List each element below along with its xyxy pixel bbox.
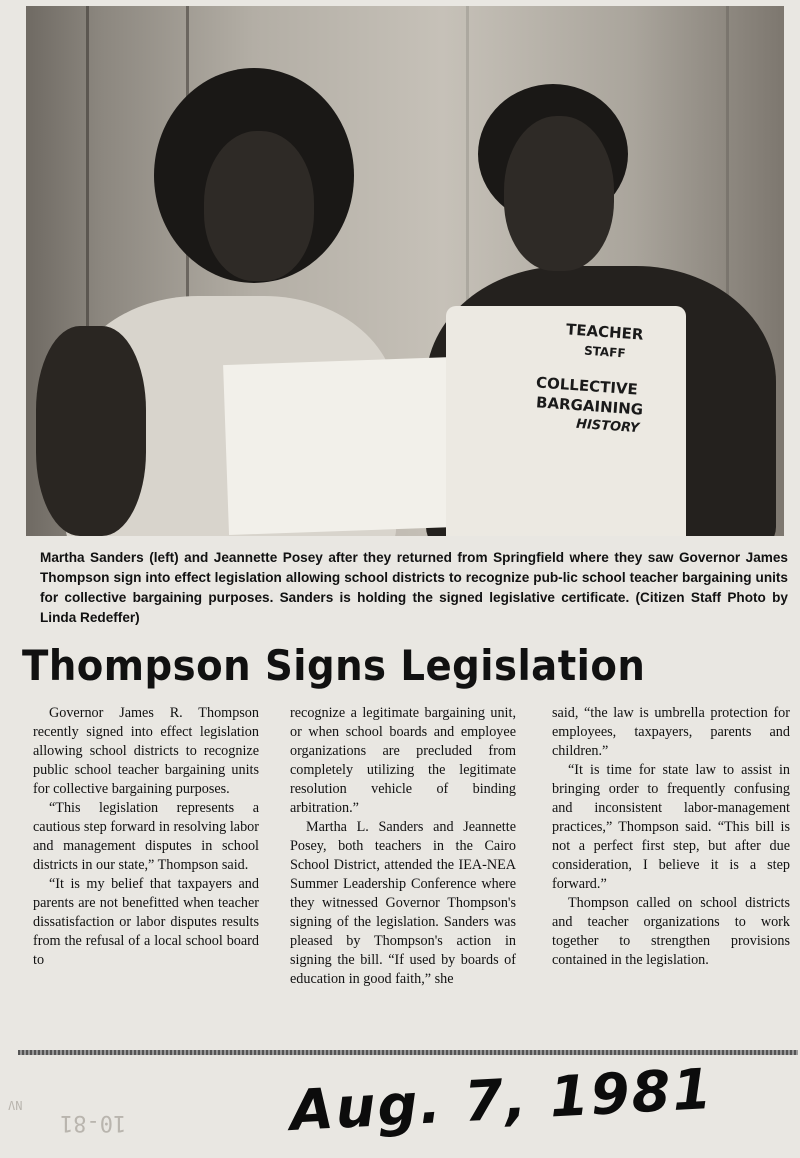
headline: Thompson Signs Legislation <box>22 641 646 690</box>
paragraph: Thompson called on school districts and teacher organizations to work together to strengthen provisions contained in the legislation. <box>552 895 790 968</box>
article-column-3 <box>552 704 790 970</box>
paragraph: said, “the law is umbrella protection for employees, taxpayers, parents and children.” <box>552 705 790 759</box>
paragraph: Martha L. Sanders and Jeannette Posey, both teachers in the Cairo School District, attended the IEA-NEA Summer Leadership Conference where they witnessed Governor Thompson's signing of the legislation. Sanders was pleased by Thompson's action in signing the bill. “If used by boards of education in good faith,” she <box>290 819 516 987</box>
article-column-1 <box>33 704 259 970</box>
news-photo <box>26 6 784 536</box>
paragraph: recognize a legitimate bargaining unit, or when school boards and employee organizations are precluded from completely utilizing the legitimate resolution vehicle of binding arbitration.” <box>290 705 516 816</box>
divider <box>18 1050 798 1055</box>
archive-stamp: 10-81 <box>60 1110 127 1135</box>
archive-stamp-small: NV <box>8 1098 23 1112</box>
paragraph: “It is my belief that taxpayers and parents are not benefitted when teacher dissatisfaction or labor disputes results from the refusal of a local school board to <box>33 876 259 968</box>
article-column-2 <box>290 704 516 989</box>
photo-caption: Martha Sanders (left) and Jeannette Posey after they returned from Springfield where they saw Governor James Thompson sign into effect legislation allowing school districts to recognize pub-lic school teacher bargaining units for collective bargaining purposes. Sanders is holding the signed legislative certificate. (Citizen Staff Photo by Linda Redeffer) <box>40 550 788 625</box>
paragraph: Governor James R. Thompson recently signed into effect legislation allowing school districts to recognize public school teacher bargaining units for collective bargaining purposes. <box>33 705 259 797</box>
paragraph: “This legislation represents a cautious step forward in resolving labor and management disputes in school districts in our state,” Thompson said. <box>33 800 259 873</box>
paragraph: “It is time for state law to assist in bringing order to frequently confusing and inconsistent labor-management practices,” Thompson said. “This bill is not a perfect first step, but after due consideration, I believe it is a step forward.” <box>552 762 790 892</box>
apron: TEACHER STAFF COLLECTIVE BARGAINING HISTORY <box>446 306 686 536</box>
signed-certificate <box>223 357 459 535</box>
handwritten-date: Aug. 7, 1981 <box>288 1056 716 1145</box>
